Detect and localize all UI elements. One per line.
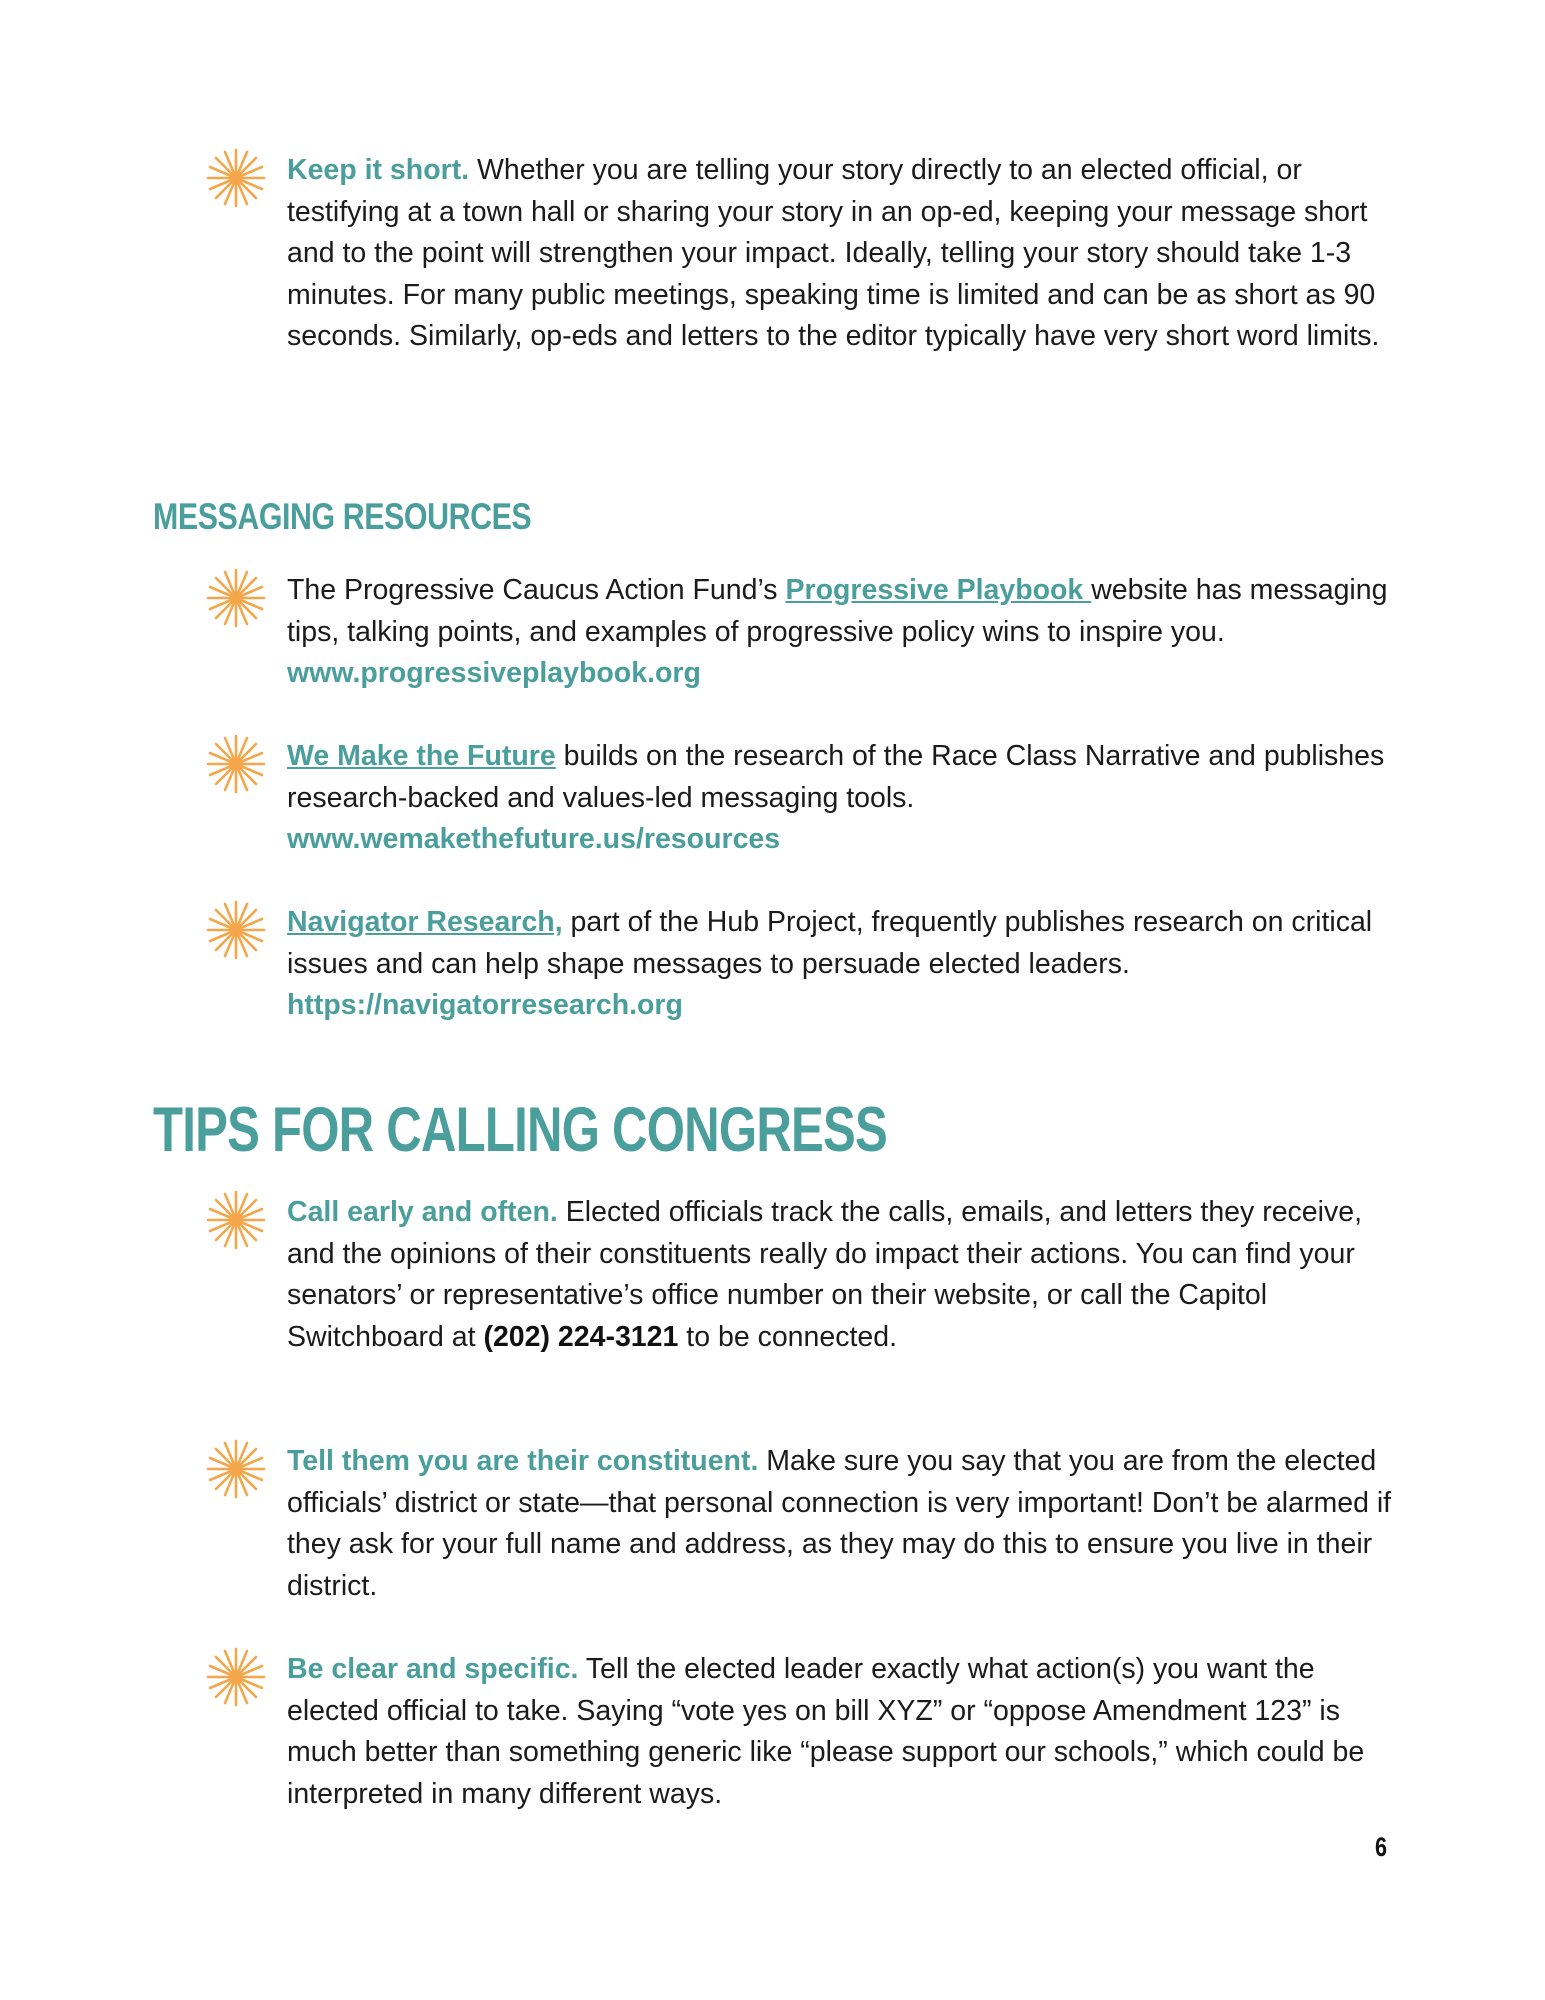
tip-tail: to be connected. xyxy=(678,1320,898,1353)
tip-lead: Be clear and specific. xyxy=(287,1653,579,1685)
tip-body: Tell the elected leader exactly what action(s) you want the elected official to take. Saying “vote yes on bill XYZ” or “oppose Amendment 123” is much better than something generic like “please support our schools,” which could be interpreted in many different ways. xyxy=(287,1653,1365,1810)
resource-pre: The Progressive Caucus Action Fund’s xyxy=(287,574,786,606)
progressive-playbook-link[interactable]: Progressive Playbook xyxy=(785,574,1092,606)
tip-lead: Tell them you are their constituent. xyxy=(287,1445,759,1477)
tip-call-early xyxy=(205,1192,1425,1358)
star-burst-icon xyxy=(205,1438,267,1500)
resource-text xyxy=(287,736,1407,861)
progressive-playbook-url[interactable]: www.progressiveplaybook.org xyxy=(287,657,701,689)
tip-keep-it-short xyxy=(205,150,1425,358)
we-make-the-future-link[interactable]: We Make the Future xyxy=(287,740,556,772)
tip-lead: Keep it short. xyxy=(287,154,470,186)
resource-we-make-the-future xyxy=(205,736,1425,861)
tip-body: Elected officials track the calls, emails, and letters they receive, and the opinions of their constituents really do impact their actions. You can find your senators’ or representative’s office number on their website, or call the Capitol Switchboard at xyxy=(287,1196,1362,1353)
tip-lead: Call early and often. xyxy=(287,1196,558,1228)
resource-text xyxy=(287,570,1407,695)
messaging-resources-heading: MESSAGING RESOURCES xyxy=(153,496,532,537)
resource-progressive-playbook xyxy=(205,570,1425,695)
tip-body: Whether you are telling your story directly to an elected official, or testifying at a town hall or sharing your story in an op-ed, keeping your message short and to the point will strengthen your impact. Ideally, telling your story should take 1-3 minutes. For many public meetings, speaking time is limited and can be as short as 90 seconds. Similarly, op-eds and letters to the editor typically have very short word limits. xyxy=(287,154,1380,352)
star-burst-icon xyxy=(205,1189,267,1251)
star-burst-icon xyxy=(205,1646,267,1708)
we-make-the-future-url[interactable]: www.wemakethefuture.us/resources xyxy=(287,823,781,855)
tip-text xyxy=(287,1441,1407,1607)
tip-text xyxy=(287,1192,1407,1358)
resource-navigator-research xyxy=(205,902,1425,1027)
resource-body: builds on the research of the Race Class Narrative and publishes research-backed and values-led messaging tools. xyxy=(287,740,1385,814)
tip-text xyxy=(287,150,1407,358)
tip-constituent xyxy=(205,1441,1425,1607)
navigator-research-link[interactable]: Navigator Research, xyxy=(287,906,563,938)
resource-text xyxy=(287,902,1407,1027)
switchboard-phone: (202) 224-3121 xyxy=(483,1320,679,1353)
star-burst-icon xyxy=(205,147,267,209)
calling-congress-heading: TIPS FOR CALLING CONGRESS xyxy=(153,1095,888,1165)
tip-body: Make sure you say that you are from the elected officials’ district or state—that personal connection is very important! Don’t be alarmed if they ask for your full name and address, as they may do this to ensure you live in their district. xyxy=(287,1445,1392,1602)
tip-text xyxy=(287,1649,1407,1815)
resource-body: website has messaging tips, talking points, and examples of progressive policy wins to inspire you. xyxy=(287,574,1388,648)
star-burst-icon xyxy=(205,899,267,961)
page-number: 6 xyxy=(1375,1832,1388,1862)
resource-body: part of the Hub Project, frequently publishes research on critical issues and can help shape messages to persuade elected leaders. xyxy=(287,906,1373,980)
star-burst-icon xyxy=(205,733,267,795)
star-burst-icon xyxy=(205,567,267,629)
navigator-research-url[interactable]: https://navigatorresearch.org xyxy=(287,989,683,1021)
tip-clear-specific xyxy=(205,1649,1425,1815)
